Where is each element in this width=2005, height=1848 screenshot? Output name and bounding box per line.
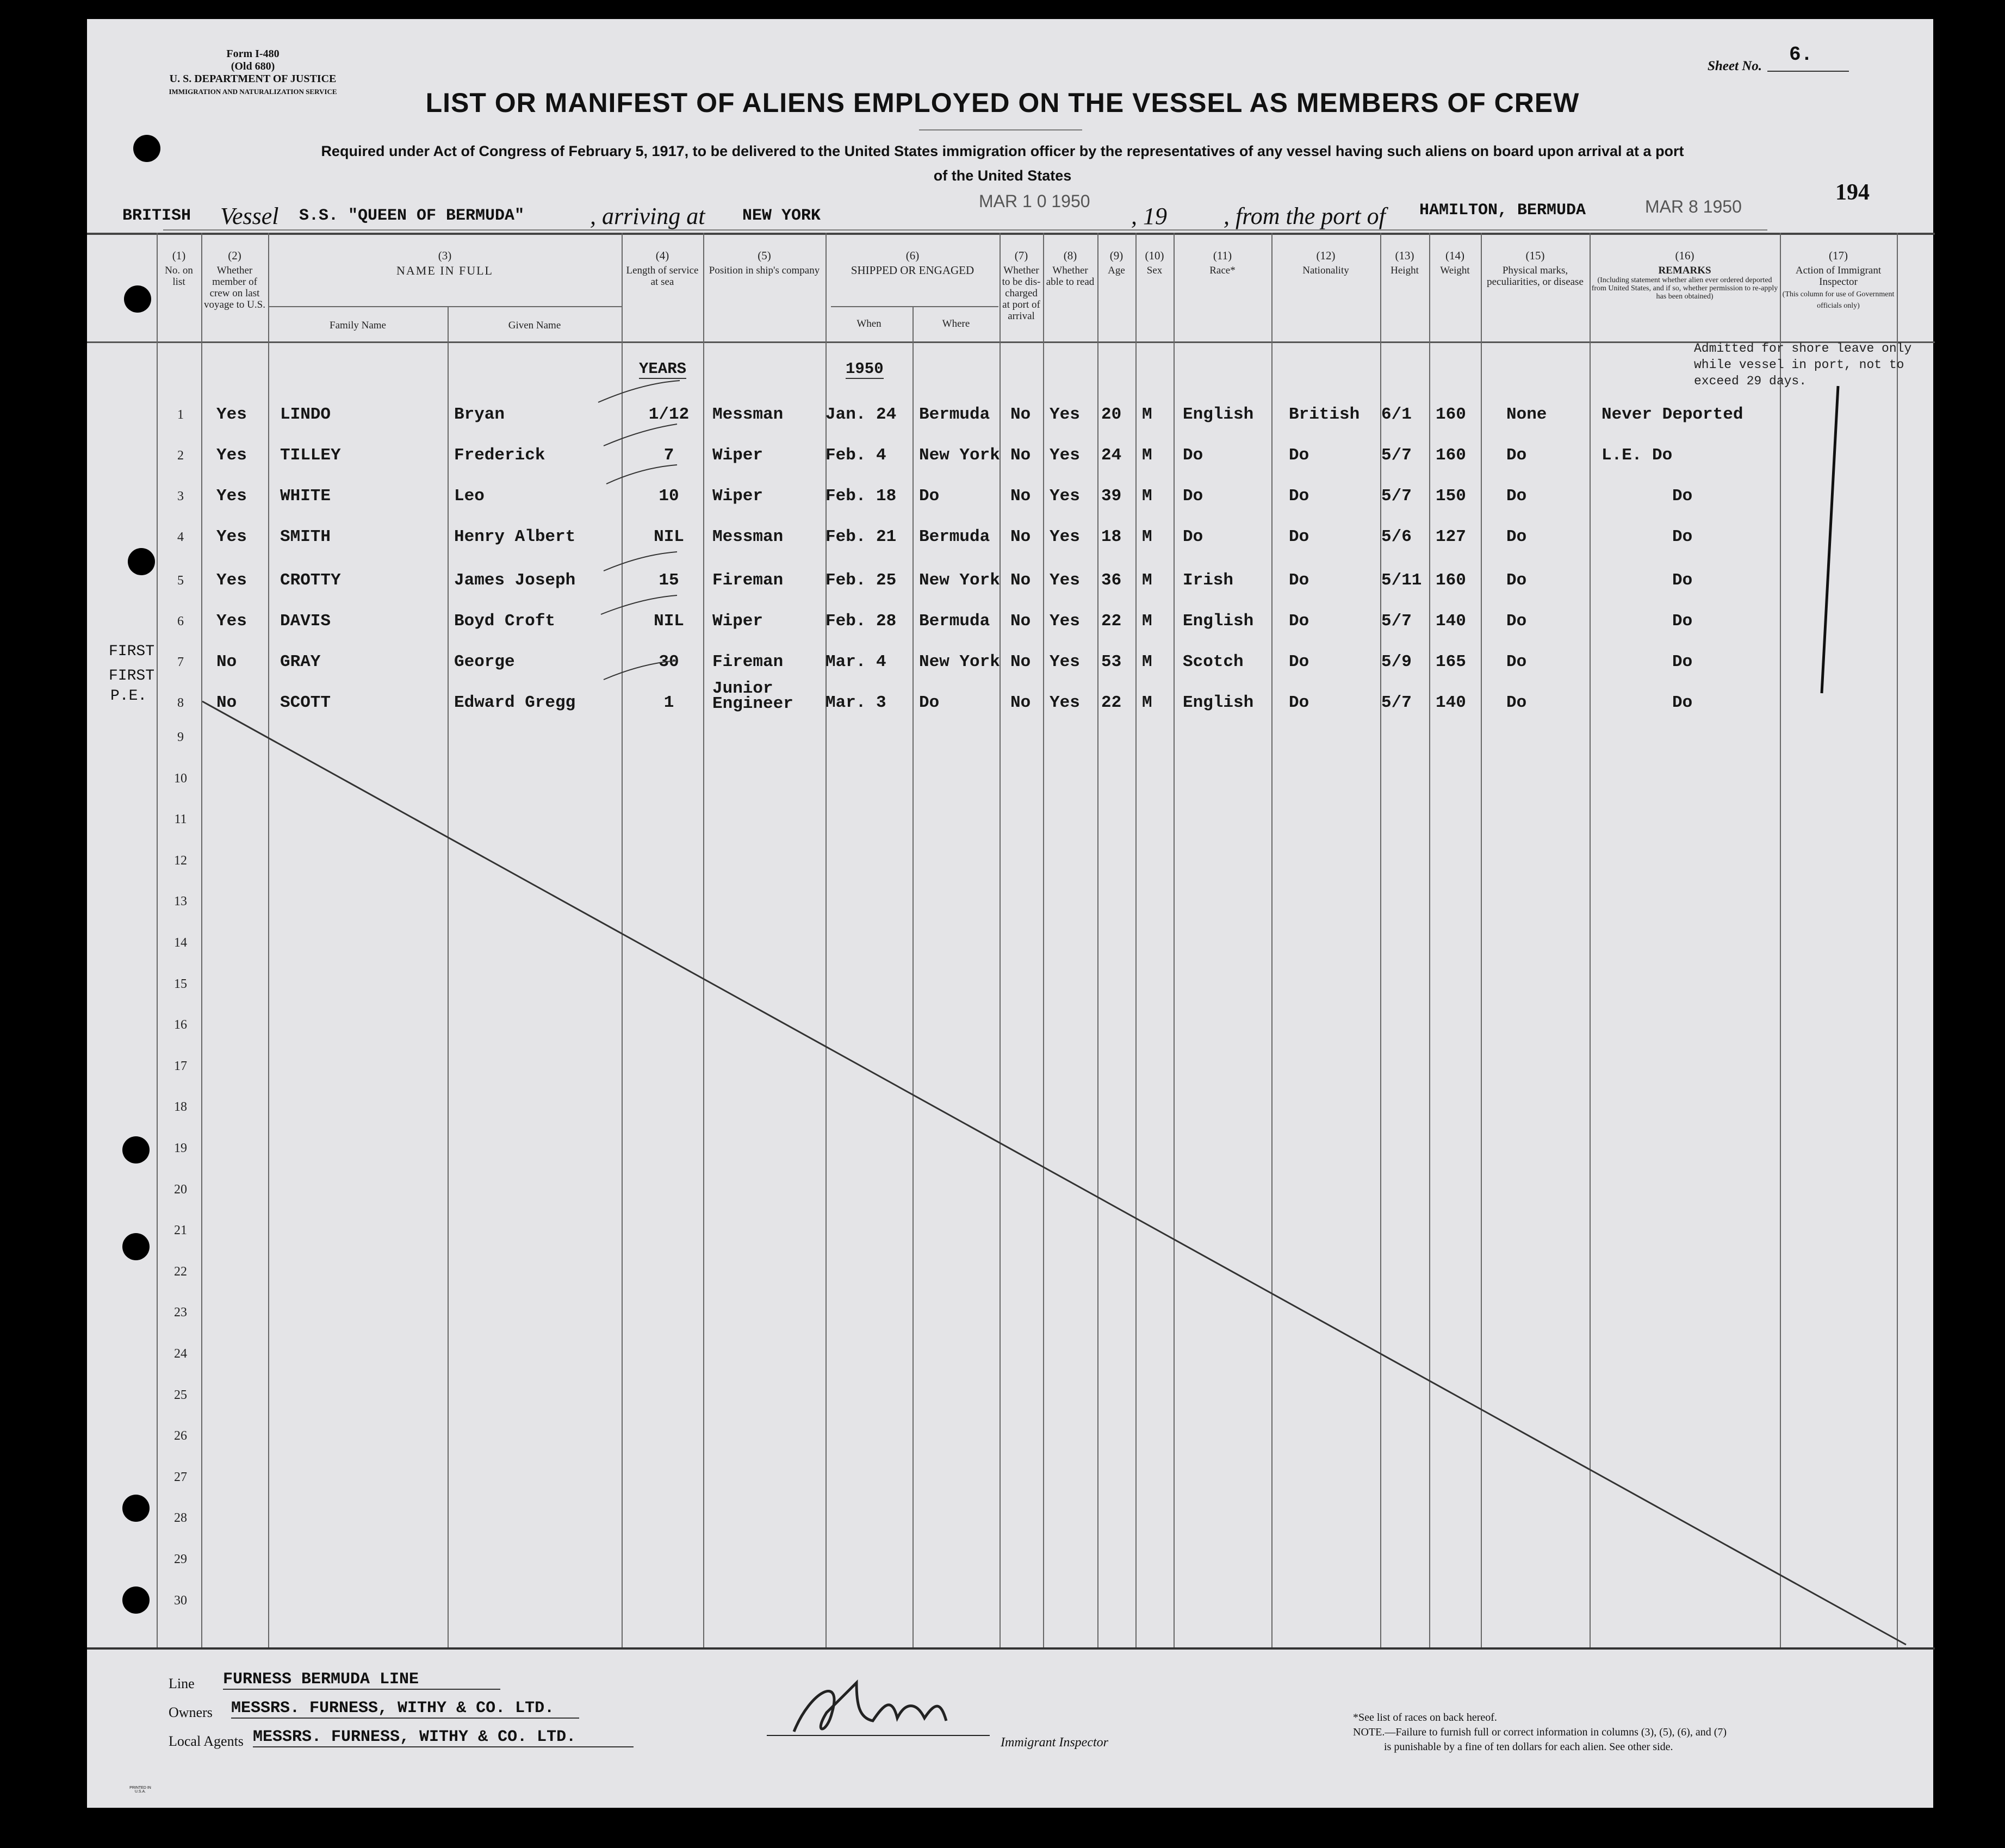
remarks: Do [1672,527,1693,546]
races-note: *See list of races on back hereof. [1353,1712,1497,1723]
family-name: CROTTY [280,571,341,590]
given-name: Leo [454,487,485,506]
sex: M [1142,652,1152,671]
physical-marks: Do [1506,571,1527,590]
physical-marks: Do [1506,652,1527,671]
age: 22 [1101,693,1122,712]
race: Irish [1183,571,1234,590]
given-name: Henry Albert [454,527,576,546]
weight: 165 [1436,652,1466,671]
height: 5/7 [1381,693,1412,712]
line-number: 24 [174,1347,187,1361]
family-name: WHITE [280,487,331,506]
fine-note-line-1: NOTE.—Failure to furnish full or correct information in columns (3), (5), (6), and (7) [1353,1726,1727,1738]
header-col3: (3) NAME IN FULL [396,249,493,277]
weight: 127 [1436,527,1466,546]
position: Fireman [712,652,784,671]
sex: M [1142,405,1152,424]
line-number: 20 [174,1182,187,1197]
nationality: Do [1289,571,1309,590]
length-of-service: 15 [659,571,679,590]
engaged-when: Feb. 18 [825,487,897,506]
vessel-label: Vessel [220,203,279,229]
line-number: 29 [174,1552,187,1566]
race: Do [1183,487,1203,506]
height: 5/9 [1381,652,1412,671]
physical-marks: None [1506,405,1547,424]
remarks: Never Deported [1601,405,1743,424]
header-col6: (6) SHIPPED OR ENGAGED [851,249,974,277]
to-be-discharged: No [1010,527,1031,546]
height: 5/11 [1381,571,1422,590]
department-name: U. S. DEPARTMENT OF JUSTICE [169,73,337,85]
physical-marks: Do [1506,693,1527,712]
engaged-when: Feb. 28 [825,612,897,631]
header-given-name: Given Name [508,320,561,331]
to-be-discharged: No [1010,652,1031,671]
sex: M [1142,446,1152,465]
family-name: DAVIS [280,612,331,631]
line-number: 14 [174,936,187,950]
length-of-service: 10 [659,487,679,506]
header-family-name: Family Name [330,320,386,331]
position: Junior Engineer [712,679,793,713]
able-to-read: Yes [1050,487,1080,506]
engaged-when: Feb. 21 [825,527,897,546]
crew-last-voyage: Yes [216,527,247,546]
line-number: 4 [177,530,184,544]
family-name: LINDO [280,405,331,424]
age: 18 [1101,527,1122,546]
vessel-flag: BRITISH [122,207,191,225]
line-number: 30 [174,1593,187,1608]
line-label: Line [169,1676,195,1691]
engaged-when: Jan. 24 [825,405,897,424]
engaged-where: New York [919,446,1000,465]
line-number: 10 [174,771,187,786]
position: Wiper [712,487,763,506]
given-name: Edward Gregg [454,693,576,712]
nationality: British [1289,405,1360,424]
header-col4: (4) Length of service at sea [626,249,699,288]
line-number: 28 [174,1511,187,1526]
engaged-where: Bermuda [919,527,990,546]
height: 5/7 [1381,446,1412,465]
line-number: 26 [174,1429,187,1443]
position: Wiper [712,446,763,465]
physical-marks: Do [1506,612,1527,631]
weight: 140 [1436,693,1466,712]
to-be-discharged: No [1010,693,1031,712]
able-to-read: Yes [1050,405,1080,424]
length-of-service: NIL [654,612,684,631]
to-be-discharged: No [1010,446,1031,465]
race: English [1183,612,1254,631]
engaged-when: Feb. 25 [825,571,897,590]
nationality: Do [1289,612,1309,631]
crew-last-voyage: Yes [216,487,247,506]
departure-port: HAMILTON, BERMUDA [1419,201,1586,220]
sheet-number-label: Sheet No. [1708,59,1762,73]
line-number: 23 [174,1305,187,1320]
family-name: SMITH [280,527,331,546]
length-of-service: NIL [654,527,684,546]
to-be-discharged: No [1010,405,1031,424]
line-number: 2 [177,449,184,463]
given-name: James Joseph [454,571,576,590]
position: Wiper [712,612,763,631]
crew-last-voyage: No [216,652,237,671]
header-col1: (1) No. on list [165,249,193,288]
header-where: Where [942,318,970,329]
physical-marks: Do [1506,527,1527,546]
header-col15: (15) Physical marks, peculiarities, or disease [1487,249,1584,288]
family-name: GRAY [280,652,321,671]
race: Do [1183,527,1203,546]
race: Do [1183,446,1203,465]
page-number: 194 [1835,180,1870,205]
weight: 140 [1436,612,1466,631]
race: English [1183,405,1254,424]
length-of-service: 7 [663,446,674,465]
line-number: 13 [174,894,187,909]
engaged-when: Feb. 4 [825,446,886,465]
line-number: 5 [177,574,184,588]
weight: 160 [1436,571,1466,590]
line-number: 9 [177,730,184,744]
inspector-caption: Immigrant Inspector [1001,1735,1108,1750]
weight: 160 [1436,446,1466,465]
header-col12: (12) Nationality [1302,249,1349,276]
crew-last-voyage: No [216,693,237,712]
able-to-read: Yes [1050,612,1080,631]
position: Fireman [712,571,784,590]
header-col2: (2) Whether member of crew on last voyage to U.S. [204,249,265,310]
engaged-when: Mar. 4 [825,652,886,671]
header-when: When [856,318,882,329]
race: English [1183,693,1254,712]
age: 24 [1101,446,1122,465]
header-col7: (7) Whether to be dis-charged at port of arrival [1002,249,1041,322]
vessel-name: S.S. "QUEEN OF BERMUDA" [299,207,525,225]
position: Messman [712,405,784,424]
line-number: 1 [177,408,184,422]
line-number: 18 [174,1100,187,1115]
sex: M [1142,527,1152,546]
printed-mark: PRINTED IN U.S.A. [129,1786,151,1794]
sex: M [1142,571,1152,590]
remarks: Do [1672,487,1693,506]
able-to-read: Yes [1050,693,1080,712]
fine-note-line-2: is punishable by a fine of ten dollars for each alien. See other side. [1384,1741,1673,1753]
line-number: 27 [174,1470,187,1484]
header-col13: (13) Height [1391,249,1419,276]
departure-date-stamp: MAR 8 1950 [1645,197,1742,216]
line-number: 11 [174,812,187,827]
engaged-where: New York [919,652,1000,671]
height: 5/7 [1381,612,1412,631]
engaged-when: Mar. 3 [825,693,886,712]
family-name: TILLEY [280,446,341,465]
given-name: Bryan [454,405,505,424]
weight: 150 [1436,487,1466,506]
inspector-bracket-line [1822,386,1838,693]
line-number: 12 [174,853,187,868]
nationality: Do [1289,693,1309,712]
age: 36 [1101,571,1122,590]
page-title: LIST OR MANIFEST OF ALIENS EMPLOYED ON THE VESSEL AS MEMBERS OF CREW [425,88,1580,118]
engaged-where: Bermuda [919,405,990,424]
subtitle-line-1: Required under Act of Congress of February 5, 1917, to be delivered to the United States immigration officer by the representatives of any vessel having such aliens on board upon arrival at a port [321,143,1684,159]
service-name: IMMIGRATION AND NATURALIZATION SERVICE [169,88,337,96]
old-form-number: (Old 680) [231,60,275,72]
line-number: 7 [177,655,184,669]
header-col9: (9) Age [1108,249,1125,276]
given-name: Boyd Croft [454,612,556,631]
remarks: Do [1672,571,1693,590]
line-number: 21 [174,1223,187,1238]
margin-note: P.E. [110,688,147,705]
margin-note: FIRST [109,668,155,685]
year-label: , 19 [1131,203,1167,229]
cancel-diagonal-line [202,701,1906,1645]
height: 6/1 [1381,405,1412,424]
able-to-read: Yes [1050,571,1080,590]
header-col14: (14) Weight [1440,249,1470,276]
to-be-discharged: No [1010,612,1031,631]
race: Scotch [1183,652,1244,671]
margin-note: FIRST [109,643,155,660]
sex: M [1142,487,1152,506]
header-col5: (5) Position in ship's company [709,249,820,276]
height: 5/6 [1381,527,1412,546]
sex: M [1142,693,1152,712]
line-number: 6 [177,614,184,629]
line-number: 22 [174,1264,187,1279]
line-number: 17 [174,1059,187,1073]
from-port-label: , from the port of [1224,203,1386,229]
physical-marks: Do [1506,446,1527,465]
local-agents-value: MESSRS. FURNESS, WITHY & CO. LTD. [253,1728,634,1747]
year-1950-label: 1950 [846,360,884,378]
line-number: 19 [174,1141,187,1155]
owners-label: Owners [169,1704,213,1720]
owners-value: MESSRS. FURNESS, WITHY & CO. LTD. [231,1699,579,1719]
crew-last-voyage: Yes [216,446,247,465]
header-col11: (11) Race* [1209,249,1236,276]
height: 5/7 [1381,487,1412,506]
to-be-discharged: No [1010,571,1031,590]
header-col10: (10) Sex [1145,249,1164,276]
nationality: Do [1289,487,1309,506]
length-of-service: 30 [659,652,679,671]
line-value: FURNESS BERMUDA LINE [223,1670,500,1690]
position: Messman [712,527,784,546]
line-number: 3 [177,489,184,503]
to-be-discharged: No [1010,487,1031,506]
able-to-read: Yes [1050,652,1080,671]
line-number: 15 [174,976,187,991]
arrival-date-stamp: MAR 1 0 1950 [979,191,1090,211]
age: 22 [1101,612,1122,631]
family-name: SCOTT [280,693,331,712]
line-number: 8 [177,696,184,710]
arriving-label: , arriving at [590,203,705,229]
engaged-where: Do [919,487,940,506]
crew-last-voyage: Yes [216,405,247,424]
engaged-where: Do [919,693,940,712]
header-col16: (16) REMARKS (Including statement whether alien ever ordered deported from United States, and if so, whether permission to re-apply has been obtained) [1591,249,1778,301]
remarks: Do [1672,652,1693,671]
engaged-where: New York [919,571,1000,590]
header-col8: (8) Whether able to read [1046,249,1095,288]
nationality: Do [1289,652,1309,671]
remarks: L.E. Do [1601,446,1673,465]
inspector-note: Admitted for shore leave only while vessel in port, not to exceed 29 days. [1694,341,1912,388]
length-of-service: 1/12 [648,405,690,424]
nationality: Do [1289,527,1309,546]
nationality: Do [1289,446,1309,465]
engaged-where: Bermuda [919,612,990,631]
physical-marks: Do [1506,487,1527,506]
age: 39 [1101,487,1122,506]
form-number: Form I-480 [226,48,280,60]
crew-last-voyage: Yes [216,612,247,631]
given-name: Frederick [454,446,545,465]
header-col17: (17) Action of Immigrant Inspector (This column for use of Government officials only) [1782,249,1895,310]
line-number: 25 [174,1387,187,1402]
arriving-port: NEW YORK [742,207,821,225]
line-number: 16 [174,1018,187,1032]
sheet-number-value: 6. [1789,43,1813,66]
able-to-read: Yes [1050,446,1080,465]
sex: M [1142,612,1152,631]
able-to-read: Yes [1050,527,1080,546]
given-name: George [454,652,515,671]
remarks: Do [1672,693,1693,712]
age: 20 [1101,405,1122,424]
inspector-signature [761,1653,1006,1745]
age: 53 [1101,652,1122,671]
years-unit-label: YEARS [639,360,687,378]
weight: 160 [1436,405,1466,424]
remarks: Do [1672,612,1693,631]
length-of-service: 1 [663,693,674,712]
crew-last-voyage: Yes [216,571,247,590]
local-agents-label: Local Agents [169,1733,244,1749]
subtitle-line-2: of the United States [933,167,1072,184]
